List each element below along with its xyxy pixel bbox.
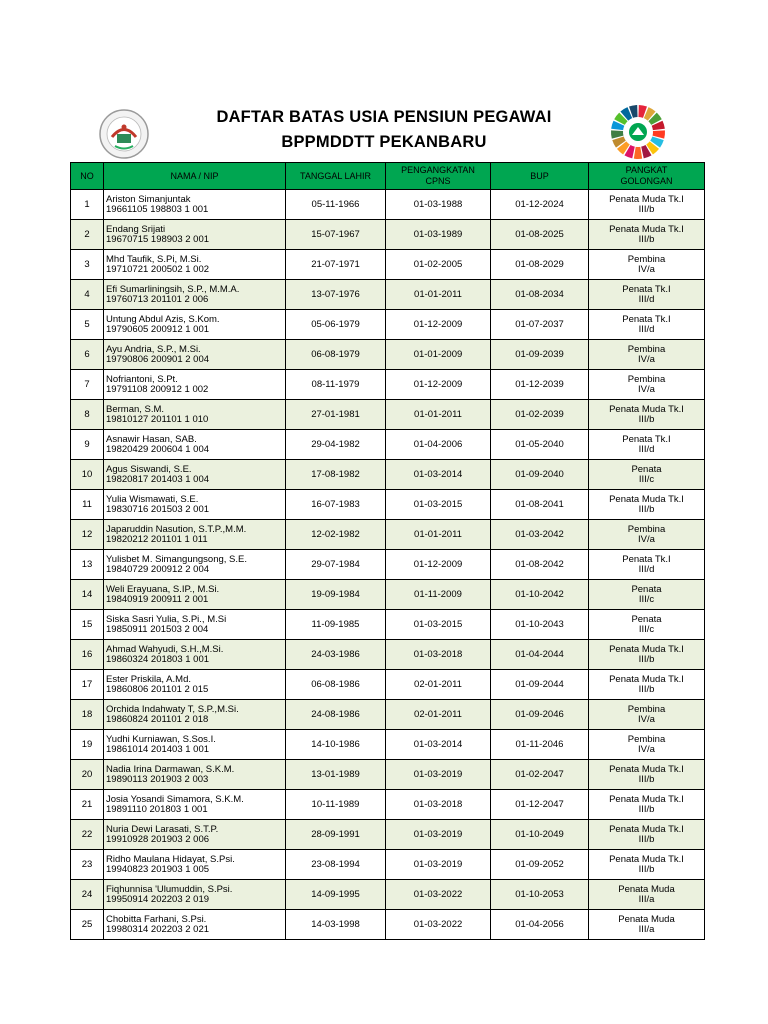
employee-cell [104, 340, 286, 370]
employee-name: Siska Sasri Yulia, S.Pi., M.Si [106, 613, 227, 625]
rank-grade: III/b [638, 503, 655, 515]
rank-title: Penata Tk.I [622, 283, 671, 295]
employee-name: Orchida Indahwaty T, S.P.,M.Si. [106, 703, 239, 715]
employee-nip: 19891110 201803 1 001 [106, 803, 208, 815]
rank-title: Penata Muda Tk.I [609, 193, 684, 205]
employee-nip: 19850911 201503 2 004 [106, 623, 209, 635]
rank-title: Penata Muda [618, 883, 675, 895]
table-row [71, 250, 705, 280]
bup-date: 01-02-2047 [491, 760, 589, 790]
employee-name: Ester Priskila, A.Md. [106, 673, 191, 685]
rank-grade: III/c [638, 593, 655, 605]
row-number: 17 [71, 670, 104, 700]
row-number: 6 [71, 340, 104, 370]
employee-nip: 19980314 202203 2 021 [106, 923, 210, 935]
row-number: 16 [71, 640, 104, 670]
table-row [71, 280, 705, 310]
employee-nip: 19910928 201903 2 006 [106, 833, 210, 845]
employee-cell [104, 400, 286, 430]
rank-title: Penata Muda Tk.I [609, 793, 684, 805]
birth-date: 06-08-1986 [286, 670, 386, 700]
birth-date: 17-08-1982 [286, 460, 386, 490]
table-row [71, 880, 705, 910]
rank-cell [589, 850, 705, 880]
bup-date: 01-08-2042 [491, 550, 589, 580]
birth-date: 05-11-1966 [286, 190, 386, 220]
rank-title: Penata Muda Tk.I [609, 673, 684, 685]
rank-cell [589, 400, 705, 430]
rank-cell [589, 220, 705, 250]
rank-title: Penata Tk.I [622, 553, 671, 565]
birth-date: 28-09-1991 [286, 820, 386, 850]
rank-cell [589, 280, 705, 310]
bup-date: 01-12-2024 [491, 190, 589, 220]
row-number: 15 [71, 610, 104, 640]
employee-cell [104, 910, 286, 940]
employee-nip: 19760713 201101 2 006 [106, 293, 209, 305]
birth-date: 29-04-1982 [286, 430, 386, 460]
bup-date: 01-12-2047 [491, 790, 589, 820]
document-header [0, 100, 768, 162]
employee-cell [104, 550, 286, 580]
cpns-date: 01-03-2015 [386, 610, 491, 640]
rank-grade: III/d [638, 293, 655, 305]
cpns-date: 01-04-2006 [386, 430, 491, 460]
row-number: 24 [71, 880, 104, 910]
cpns-date: 01-03-2022 [386, 880, 491, 910]
row-number: 21 [71, 790, 104, 820]
cpns-date: 01-12-2009 [386, 310, 491, 340]
rank-cell [589, 700, 705, 730]
employee-nip: 19861014 201403 1 001 [106, 743, 210, 755]
bup-date: 01-10-2043 [491, 610, 589, 640]
bup-date: 01-08-2034 [491, 280, 589, 310]
table-row [71, 850, 705, 880]
cpns-date: 01-01-2011 [386, 280, 491, 310]
employee-cell [104, 280, 286, 310]
cpns-date: 01-03-2019 [386, 760, 491, 790]
rank-cell [589, 640, 705, 670]
employee-cell [104, 490, 286, 520]
rank-title: Pembina [627, 343, 666, 355]
rank-title: Pembina [627, 733, 666, 745]
employee-cell [104, 790, 286, 820]
bup-date: 01-09-2044 [491, 670, 589, 700]
rank-grade: III/a [638, 923, 655, 935]
rank-title: Pembina [627, 523, 666, 535]
rank-cell [589, 520, 705, 550]
birth-date: 15-07-1967 [286, 220, 386, 250]
row-number: 4 [71, 280, 104, 310]
employee-nip: 19830716 201503 2 001 [106, 503, 210, 515]
employee-nip: 19791108 200912 1 002 [106, 383, 209, 395]
table-row [71, 490, 705, 520]
rank-grade: IV/a [638, 533, 655, 545]
rank-title: Penata Tk.I [622, 433, 671, 445]
rank-cell [589, 610, 705, 640]
employee-nip: 19670715 198903 2 001 [106, 233, 210, 245]
rank-title: Penata Muda Tk.I [609, 493, 684, 505]
employee-nip: 19661105 198803 1 001 [106, 203, 209, 215]
rank-grade: IV/a [638, 713, 655, 725]
rank-cell [589, 820, 705, 850]
birth-date: 24-03-1986 [286, 640, 386, 670]
header-rank [589, 163, 705, 190]
rank-cell [589, 340, 705, 370]
rank-title: Penata Muda Tk.I [609, 823, 684, 835]
employee-name: Endang Srijati [106, 223, 166, 235]
birth-date: 14-10-1986 [286, 730, 386, 760]
table-row [71, 820, 705, 850]
employee-cell [104, 310, 286, 340]
row-number: 5 [71, 310, 104, 340]
employee-name: Mhd Taufik, S.Pi, M.Si. [106, 253, 202, 265]
row-number: 2 [71, 220, 104, 250]
employee-name: Yulisbet M. Simangungsong, S.E. [106, 553, 247, 565]
table-row [71, 610, 705, 640]
rank-cell [589, 670, 705, 700]
row-number: 18 [71, 700, 104, 730]
table-row [71, 580, 705, 610]
employee-cell [104, 520, 286, 550]
table-row [71, 700, 705, 730]
bup-date: 01-02-2039 [491, 400, 589, 430]
rank-title: Penata [631, 613, 662, 625]
cpns-date: 01-03-2015 [386, 490, 491, 520]
employee-cell [104, 430, 286, 460]
table-row [71, 730, 705, 760]
row-number: 9 [71, 430, 104, 460]
birth-date: 13-01-1989 [286, 760, 386, 790]
employee-cell [104, 610, 286, 640]
cpns-date: 01-03-1988 [386, 190, 491, 220]
birth-date: 29-07-1984 [286, 550, 386, 580]
employee-nip: 19790605 200912 1 001 [106, 323, 210, 335]
rank-grade: III/c [638, 623, 655, 635]
employee-name: Agus Siswandi, S.E. [106, 463, 192, 475]
rank-grade: III/b [638, 653, 655, 665]
header-name: NAMA / NIP [104, 163, 286, 190]
employee-name: Yudhi Kurniawan, S.Sos.I. [106, 733, 216, 745]
cpns-date: 01-03-2019 [386, 850, 491, 880]
cpns-date: 01-02-2005 [386, 250, 491, 280]
employee-cell [104, 760, 286, 790]
cpns-date: 01-11-2009 [386, 580, 491, 610]
employee-nip: 19810127 201101 1 010 [106, 413, 209, 425]
row-number: 3 [71, 250, 104, 280]
rank-title: Pembina [627, 373, 666, 385]
employee-name: Untung Abdul Azis, S.Kom. [106, 313, 220, 325]
bup-date: 01-09-2046 [491, 700, 589, 730]
employee-nip: 19860324 201803 1 001 [106, 653, 210, 665]
bup-date: 01-09-2039 [491, 340, 589, 370]
table-row [71, 520, 705, 550]
table-row [71, 760, 705, 790]
birth-date: 21-07-1971 [286, 250, 386, 280]
bup-date: 01-09-2040 [491, 460, 589, 490]
birth-date: 27-01-1981 [286, 400, 386, 430]
rank-grade: III/a [638, 893, 655, 905]
bup-date: 01-10-2049 [491, 820, 589, 850]
table-header-row [71, 163, 705, 190]
birth-date: 06-08-1979 [286, 340, 386, 370]
employee-name: Nuria Dewi Larasati, S.T.P. [106, 823, 219, 835]
bup-date: 01-10-2053 [491, 880, 589, 910]
employee-nip: 19790806 200901 2 004 [106, 353, 210, 365]
employee-nip: 19840919 200911 2 001 [106, 593, 209, 605]
row-number: 19 [71, 730, 104, 760]
rank-title: Penata Tk.I [622, 313, 671, 325]
ministry-emblem-icon [98, 108, 150, 160]
row-number: 8 [71, 400, 104, 430]
rank-cell [589, 880, 705, 910]
header-bup: BUP [491, 163, 589, 190]
header-rank-line1: PANGKAT [625, 165, 668, 175]
document-subtitle: BPPMDDTT PEKANBARU [281, 133, 487, 151]
row-number: 23 [71, 850, 104, 880]
table-row [71, 430, 705, 460]
employee-name: Nofriantoni, S.Pt. [106, 373, 178, 385]
table-row [71, 310, 705, 340]
employee-nip: 19950914 202203 2 019 [106, 893, 210, 905]
rank-cell [589, 730, 705, 760]
rank-title: Penata [631, 463, 662, 475]
birth-date: 24-08-1986 [286, 700, 386, 730]
rank-title: Pembina [627, 703, 666, 715]
bup-date: 01-04-2044 [491, 640, 589, 670]
cpns-date: 01-12-2009 [386, 550, 491, 580]
employee-cell [104, 880, 286, 910]
birth-date: 13-07-1976 [286, 280, 386, 310]
employee-nip: 19860806 201101 2 015 [106, 683, 209, 695]
birth-date: 10-11-1989 [286, 790, 386, 820]
birth-date: 16-07-1983 [286, 490, 386, 520]
rank-title: Penata Muda [618, 913, 675, 925]
row-number: 13 [71, 550, 104, 580]
header-rank-line2: GOLONGAN [620, 176, 673, 186]
employee-cell [104, 640, 286, 670]
rank-cell [589, 790, 705, 820]
header-no: NO [71, 163, 104, 190]
row-number: 10 [71, 460, 104, 490]
rank-title: Penata Muda Tk.I [609, 763, 684, 775]
employee-nip: 19820817 201403 1 004 [106, 473, 210, 485]
rank-title: Penata Muda Tk.I [609, 853, 684, 865]
table-row [71, 340, 705, 370]
cpns-date: 02-01-2011 [386, 700, 491, 730]
cpns-date: 01-03-2014 [386, 730, 491, 760]
employee-name: Fiqhunnisa 'Ulumuddin, S.Psi. [106, 883, 233, 895]
employee-cell [104, 370, 286, 400]
sdg-wheel-segment [634, 147, 642, 159]
rank-cell [589, 910, 705, 940]
rank-cell [589, 310, 705, 340]
rank-grade: III/b [638, 233, 655, 245]
table-row [71, 370, 705, 400]
table-row [71, 640, 705, 670]
cpns-date: 01-03-2014 [386, 460, 491, 490]
employee-nip: 19860824 201101 2 018 [106, 713, 209, 725]
table-row [71, 460, 705, 490]
table-row [71, 670, 705, 700]
header-birth-date: TANGGAL LAHIR [286, 163, 386, 190]
rank-grade: III/b [638, 773, 655, 785]
employee-name: Efi Sumarliningsih, S.P., M.M.A. [106, 283, 240, 295]
table-row [71, 790, 705, 820]
employee-cell [104, 730, 286, 760]
table-row [71, 550, 705, 580]
row-number: 14 [71, 580, 104, 610]
rank-cell [589, 760, 705, 790]
bup-date: 01-05-2040 [491, 430, 589, 460]
employee-nip: 19840729 200912 2 004 [106, 563, 210, 575]
rank-grade: IV/a [638, 263, 655, 275]
cpns-date: 01-03-2019 [386, 820, 491, 850]
birth-date: 08-11-1979 [286, 370, 386, 400]
cpns-date: 01-01-2011 [386, 520, 491, 550]
bup-date: 01-09-2052 [491, 850, 589, 880]
employee-nip: 19890113 201903 2 003 [106, 773, 209, 785]
employee-cell [104, 220, 286, 250]
rank-grade: III/b [638, 413, 655, 425]
employee-cell [104, 670, 286, 700]
pension-table [70, 162, 705, 940]
bup-date: 01-03-2042 [491, 520, 589, 550]
employee-name: Yulia Wismawati, S.E. [106, 493, 199, 505]
table-row [71, 190, 705, 220]
rank-grade: III/b [638, 203, 655, 215]
rank-title: Penata Muda Tk.I [609, 223, 684, 235]
employee-name: Josia Yosandi Simamora, S.K.M. [106, 793, 244, 805]
row-number: 12 [71, 520, 104, 550]
bup-date: 01-08-2029 [491, 250, 589, 280]
rank-grade: III/d [638, 323, 655, 335]
bup-date: 01-04-2056 [491, 910, 589, 940]
row-number: 1 [71, 190, 104, 220]
rank-cell [589, 190, 705, 220]
bup-date: 01-12-2039 [491, 370, 589, 400]
birth-date: 11-09-1985 [286, 610, 386, 640]
bup-date: 01-10-2042 [491, 580, 589, 610]
cpns-date: 01-03-2022 [386, 910, 491, 940]
row-number: 11 [71, 490, 104, 520]
rank-grade: III/d [638, 563, 655, 575]
cpns-date: 01-03-1989 [386, 220, 491, 250]
row-number: 7 [71, 370, 104, 400]
employee-nip: 19710721 200502 1 002 [106, 263, 210, 275]
employee-name: Asnawir Hasan, SAB. [106, 433, 197, 445]
cpns-date: 02-01-2011 [386, 670, 491, 700]
sdg-wheel-icon [610, 104, 666, 160]
employee-cell [104, 820, 286, 850]
employee-name: Ahmad Wahyudi, S.H.,M.Si. [106, 643, 224, 655]
bup-date: 01-08-2041 [491, 490, 589, 520]
row-number: 22 [71, 820, 104, 850]
birth-date: 14-03-1998 [286, 910, 386, 940]
employee-nip: 19820212 201101 1 011 [106, 533, 208, 545]
employee-name: Nadia Irina Darmawan, S.K.M. [106, 763, 235, 775]
rank-title: Penata Muda Tk.I [609, 403, 684, 415]
rank-grade: III/d [638, 443, 655, 455]
rank-cell [589, 460, 705, 490]
rank-title: Pembina [627, 253, 666, 265]
rank-cell [589, 550, 705, 580]
rank-grade: IV/a [638, 353, 655, 365]
employee-cell [104, 700, 286, 730]
bup-date: 01-07-2037 [491, 310, 589, 340]
header-cpns [386, 163, 491, 190]
rank-grade: III/b [638, 683, 655, 695]
employee-cell [104, 460, 286, 490]
employee-name: Chobitta Farhani, S.Psi. [106, 913, 207, 925]
cpns-date: 01-01-2009 [386, 340, 491, 370]
rank-grade: III/b [638, 803, 655, 815]
table-row [71, 400, 705, 430]
cpns-date: 01-12-2009 [386, 370, 491, 400]
employee-cell [104, 190, 286, 220]
employee-name: Berman, S.M. [106, 403, 165, 415]
rank-title: Penata Muda Tk.I [609, 643, 684, 655]
employee-nip: 19940823 201903 1 005 [106, 863, 210, 875]
employee-nip: 19820429 200604 1 004 [106, 443, 210, 455]
rank-grade: IV/a [638, 383, 655, 395]
rank-title: Penata [631, 583, 662, 595]
employee-name: Ridho Maulana Hidayat, S.Psi. [106, 853, 235, 865]
employee-name: Ariston Simanjuntak [106, 193, 191, 205]
rank-cell [589, 430, 705, 460]
row-number: 20 [71, 760, 104, 790]
table-row [71, 910, 705, 940]
rank-grade: III/b [638, 833, 655, 845]
cpns-date: 01-03-2018 [386, 790, 491, 820]
rank-cell [589, 490, 705, 520]
row-number: 25 [71, 910, 104, 940]
cpns-date: 01-01-2011 [386, 400, 491, 430]
bup-date: 01-08-2025 [491, 220, 589, 250]
birth-date: 14-09-1995 [286, 880, 386, 910]
rank-grade: III/c [638, 473, 655, 485]
employee-cell [104, 850, 286, 880]
rank-cell [589, 580, 705, 610]
table-row [71, 220, 705, 250]
bup-date: 01-11-2046 [491, 730, 589, 760]
employee-cell [104, 580, 286, 610]
cpns-date: 01-03-2018 [386, 640, 491, 670]
employee-cell [104, 250, 286, 280]
header-cpns-line1: PENGANGKATAN [401, 165, 475, 175]
birth-date: 19-09-1984 [286, 580, 386, 610]
rank-cell [589, 370, 705, 400]
employee-name: Weli Erayuana, S.IP., M.Si. [106, 583, 220, 595]
employee-name: Japaruddin Nasution, S.T.P.,M.M. [106, 523, 247, 535]
employee-name: Ayu Andria, S.P., M.Si. [106, 343, 201, 355]
birth-date: 23-08-1994 [286, 850, 386, 880]
birth-date: 05-06-1979 [286, 310, 386, 340]
rank-cell [589, 250, 705, 280]
header-cpns-line2: CPNS [425, 176, 451, 186]
birth-date: 12-02-1982 [286, 520, 386, 550]
rank-grade: III/b [638, 863, 655, 875]
rank-grade: IV/a [638, 743, 655, 755]
document-title: DAFTAR BATAS USIA PENSIUN PEGAWAI [216, 108, 552, 126]
